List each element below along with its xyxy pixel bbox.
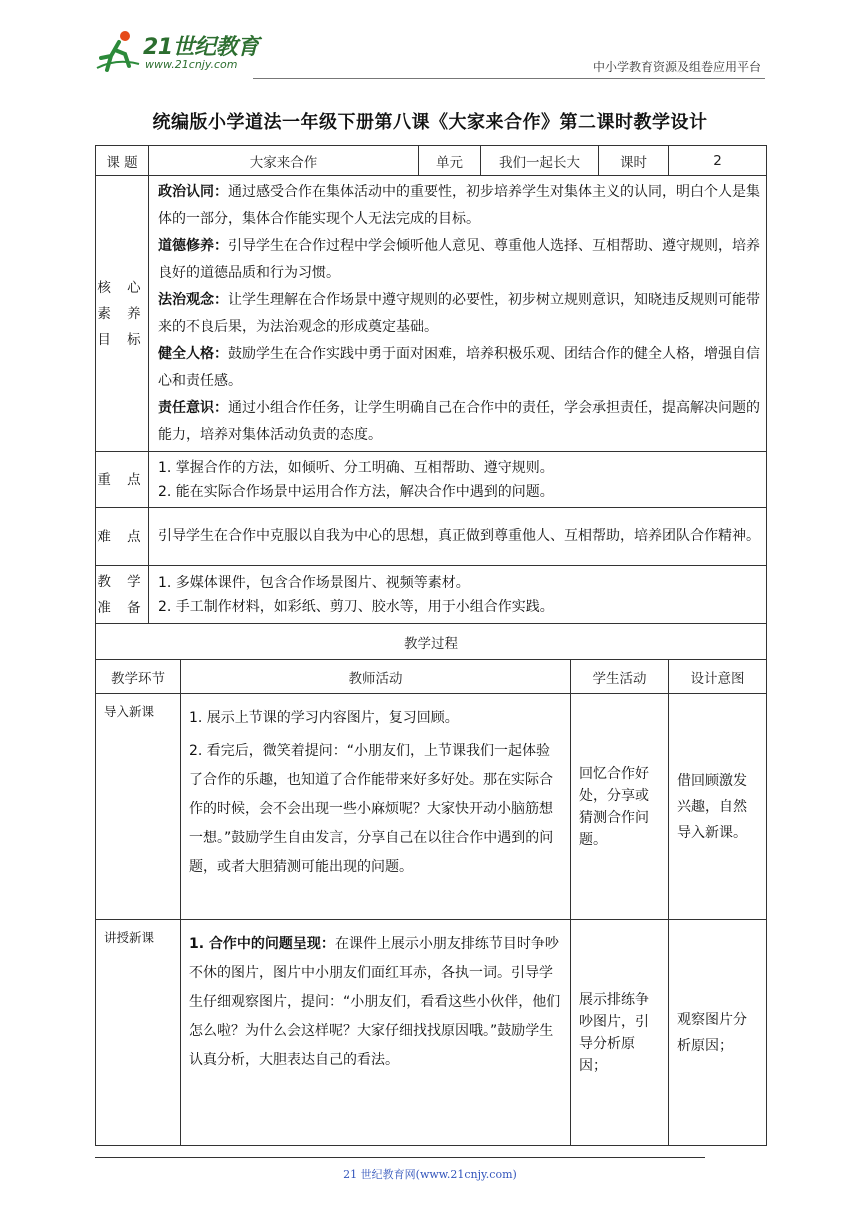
design-intent: 借回顾激发兴趣，自然导入新课。 (669, 694, 767, 920)
platform-name: 中小学教育资源及组卷应用平台 (592, 60, 761, 74)
goal-item: 法治观念：让学生理解在合作场景中遵守规则的必要性，初步树立规则意识，知晓违反规则可能带来的不良后果，为法治观念的形成奠定基础。 (158, 291, 760, 335)
goal-item: 政治认同：通过感受合作在集体活动中的重要性，初步培养学生对集体主义的认同，明白个人是集体的一部分，集体合作能实现个人无法完成的目标。 (158, 183, 760, 227)
key-points-content (149, 452, 767, 508)
difficulty-row (96, 508, 767, 566)
goal-item: 责任意识：通过小组合作任务，让学生明确自己在合作中的责任，学会承担责任，提高解决问题的能力，培养对集体活动负责的态度。 (158, 399, 760, 443)
prep-item: 1. 多媒体课件，包含合作场景图片、视频等素材。 (158, 574, 470, 591)
header-divider (253, 78, 765, 79)
prep-label: 教 学 准 备 (96, 566, 149, 624)
prep-row (96, 566, 767, 624)
unit-label: 单元 (419, 146, 481, 176)
design-intent: 观察图片分析原因； (669, 920, 767, 1146)
teacher-activity (181, 694, 571, 920)
key-points-label: 重 点 (96, 452, 149, 508)
teacher-step: 1. 展示上节课的学习内容图片，复习回顾。 (189, 710, 459, 726)
topic-value: 大家来合作 (149, 146, 419, 176)
key-point-item: 2. 能在实际合作场景中运用合作方法，解决合作中遇到的问题。 (158, 483, 554, 500)
topic-label: 课 题 (96, 146, 149, 176)
unit-value: 我们一起长大 (481, 146, 599, 176)
col-design: 设计意图 (669, 660, 767, 694)
teacher-step: 在课件上展示小朋友排练节目时争吵不休的图片，图片中小朋友们面红耳赤，各执一词。引导学生仔细观察图片，提问：“小朋友们，看看这些小伙伴，他们怎么啦？为什么会这样呢？大家仔细找找原因哦。”鼓励学生认真分析，大胆表达自己的看法。 (189, 936, 561, 1068)
process-heading: 教学过程 (96, 624, 767, 660)
teacher-activity (181, 920, 571, 1146)
stage-cell: 导入新课 (96, 694, 181, 920)
page-header (95, 28, 765, 80)
col-teacher: 教师活动 (181, 660, 571, 694)
footer-link[interactable]: 21 世纪教育网(www.21cnjy.com) (343, 1168, 517, 1181)
lesson-plan-table (95, 145, 767, 1146)
period-label: 课时 (599, 146, 669, 176)
goal-item: 道德修养：引导学生在合作过程中学会倾听他人意见、尊重他人选择、互相帮助、遵守规则，培养良好的道德品质和行为习惯。 (158, 237, 760, 281)
key-point-item: 1. 掌握合作的方法，如倾听、分工明确、互相帮助、遵守规则。 (158, 459, 554, 476)
goal-item: 健全人格：鼓励学生在合作实践中勇于面对困难，培养积极乐观、团结合作的健全人格，增强自信心和责任感。 (158, 345, 760, 389)
teacher-step: 2. 看完后，微笑着提问：“小朋友们，上节课我们一起体验了合作的乐趣，也知道了合作能带来好多好处。那在实际合作的时候，会不会出现一些小麻烦呢？大家快开动小脑筋想一想。”鼓励学生自由发言，分享自己在以往合作中遇到的问题，或者大胆猜测可能出现的问题。 (189, 743, 554, 875)
prep-item: 2. 手工制作材料，如彩纸、剪刀、胶水等，用于小组合作实践。 (158, 598, 554, 615)
document-title: 统编版小学道法一年级下册第八课《大家来合作》第二课时教学设计 (152, 112, 708, 133)
difficulty-text: 引导学生在合作中克服以自我为中心的思想，真正做到尊重他人、互相帮助，培养团队合作精神。 (158, 528, 760, 544)
difficulty-content (149, 508, 767, 566)
period-value: 2 (669, 146, 767, 176)
stage-cell: 讲授新课 (96, 920, 181, 1146)
goals-row (96, 176, 767, 452)
prep-content (149, 566, 767, 624)
site-logo[interactable] (95, 28, 265, 78)
col-stage: 教学环节 (96, 660, 181, 694)
process-header-row (96, 660, 767, 694)
info-row (96, 146, 767, 176)
key-points-row (96, 452, 767, 508)
runner-logo-icon (95, 28, 141, 74)
difficulty-label: 难 点 (96, 508, 149, 566)
teacher-step-head: 1. 合作中的问题呈现： (189, 936, 335, 952)
footer-divider (95, 1157, 705, 1158)
goals-label: 核 心 素 养 目 标 (96, 176, 149, 452)
logo-text: 21世纪教育 (143, 35, 259, 60)
process-row (96, 694, 767, 920)
student-activity: 展示排练争吵图片，引导分析原因； (571, 920, 669, 1146)
logo-url: www.21cnjy.com (145, 58, 238, 71)
student-activity: 回忆合作好处，分享或猜测合作问题。 (571, 694, 669, 920)
process-heading-row (96, 624, 767, 660)
process-row (96, 920, 767, 1146)
col-student: 学生活动 (571, 660, 669, 694)
goals-content (149, 176, 767, 452)
